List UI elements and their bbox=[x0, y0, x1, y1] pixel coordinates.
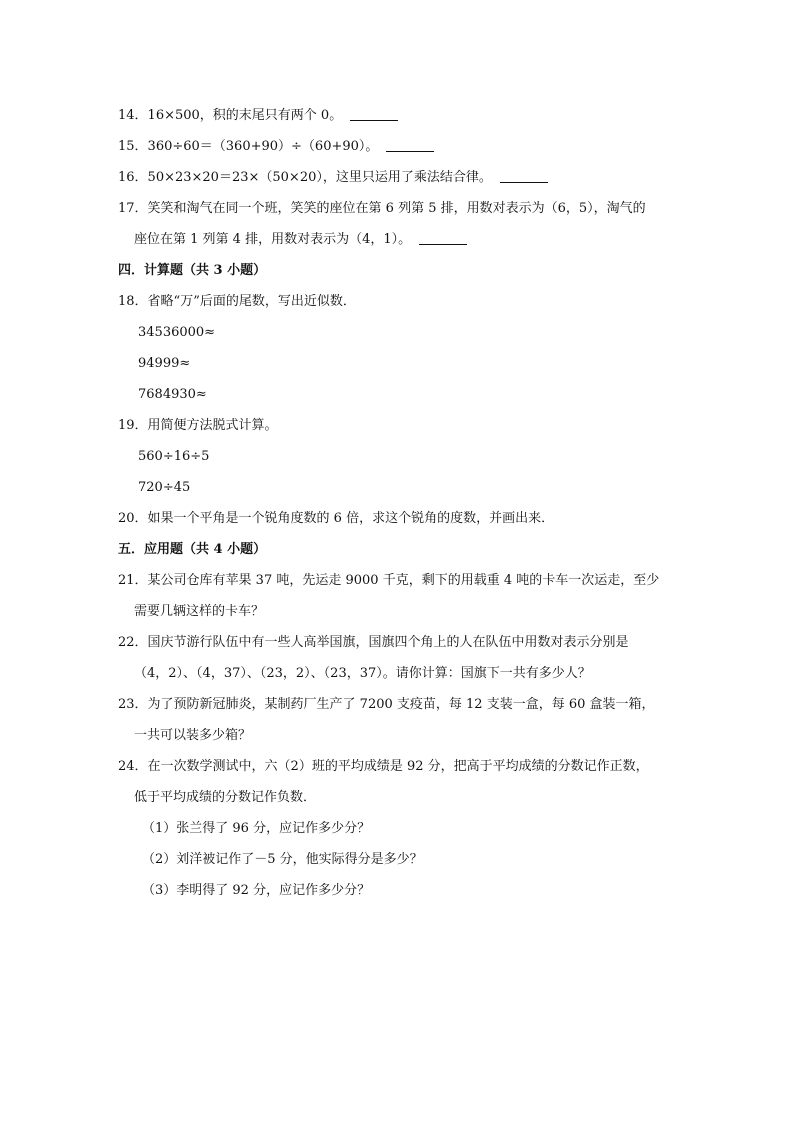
question-24-part-3: （3）李明得了 92 分，应记作多少分？ bbox=[142, 883, 371, 898]
answer-blank[interactable] bbox=[386, 137, 434, 152]
question-19: 19．用简便方法脱式计算。 bbox=[118, 418, 278, 433]
section-heading-applied: 五．应用题（共 4 小题） bbox=[118, 542, 267, 557]
question-23-line-1: 23．为了预防新冠肺炎，某制药厂生产了 7200 支疫苗，每 12 支装一盒，每 60 盒装一箱， bbox=[118, 697, 655, 712]
answer-blank[interactable] bbox=[350, 106, 398, 121]
question-18-item-b: 94999≈ bbox=[138, 356, 191, 371]
question-19-item-a: 560÷16÷5 bbox=[138, 449, 210, 464]
question-17-line-1: 17．笑笑和淘气在同一个班，笑笑的座位在第 6 列第 5 排，用数对表示为（6，5），淘气的 bbox=[118, 201, 646, 216]
question-24-line-1: 24．在一次数学测试中，六（2）班的平均成绩是 92 分，把高于平均成绩的分数记作正数， bbox=[118, 759, 649, 774]
question-18: 18．省略“万”后面的尾数，写出近似数． bbox=[118, 294, 356, 309]
question-21-line-1: 21．某公司仓库有苹果 37 吨，先运走 9000 千克，剩下的用载重 4 吨的卡车一次运走，至少 bbox=[118, 573, 660, 588]
question-15: 15．360÷60＝（360+90）÷（60+90）。 bbox=[118, 131, 678, 162]
question-23-line-2: 一共可以装多少箱？ bbox=[134, 728, 252, 743]
question-20: 20．如果一个平角是一个锐角度数的 6 倍，求这个锐角的度数，并画出来． bbox=[118, 511, 555, 526]
answer-blank[interactable] bbox=[500, 168, 548, 183]
question-24-part-2: （2）刘洋被记作了－5 分，他实际得分是多少？ bbox=[142, 852, 423, 867]
question-22-line-1: 22．国庆节游行队伍中有一些人高举国旗，国旗四个角上的人在队伍中用数对表示分别是 bbox=[118, 635, 629, 650]
answer-blank[interactable] bbox=[419, 230, 467, 245]
question-19-item-b: 720÷45 bbox=[138, 480, 191, 495]
question-21-line-2: 需要几辆这样的卡车？ bbox=[134, 604, 265, 619]
question-22-line-2: （4，2）、（4，37）、（23，2）、（23，37）。请你计算：国旗下一共有多少人？ bbox=[134, 666, 591, 681]
document-content bbox=[118, 100, 678, 906]
question-16: 16．50×23×20＝23×（50×20），这里只运用了乘法结合律。 bbox=[118, 162, 678, 193]
question-24-line-2: 低于平均成绩的分数记作负数． bbox=[134, 790, 317, 805]
question-18-item-a: 34536000≈ bbox=[138, 325, 216, 340]
question-17-line-2: 座位在第 1 列第 4 排，用数对表示为（4，1）。 bbox=[118, 224, 678, 255]
section-heading-calc: 四．计算题（共 3 小题） bbox=[118, 263, 267, 278]
question-24-part-1: （1）张兰得了 96 分，应记作多少分？ bbox=[142, 821, 371, 836]
question-18-item-c: 7684930≈ bbox=[138, 387, 207, 402]
question-14: 14．16×500，积的末尾只有两个 0。 bbox=[118, 100, 678, 131]
